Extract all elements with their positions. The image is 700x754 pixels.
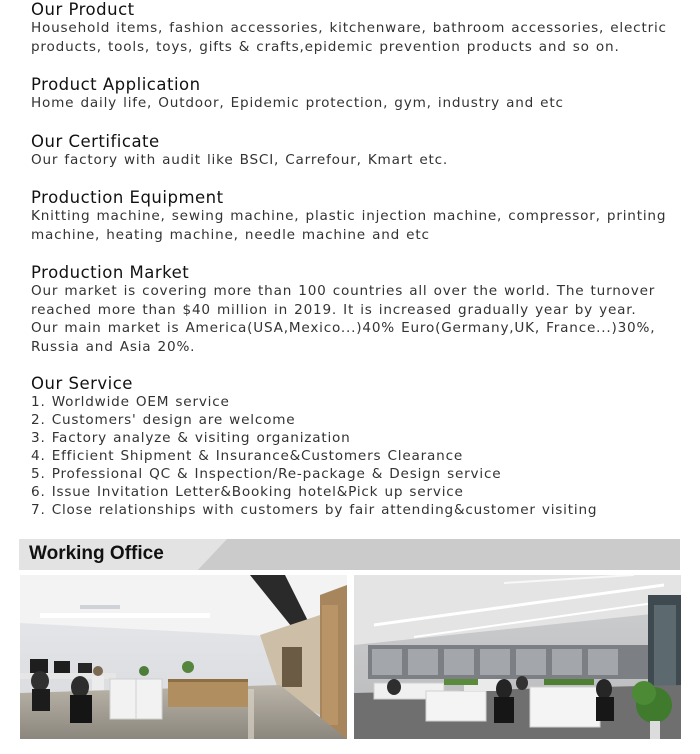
working-office-banner	[19, 539, 680, 570]
section-product-application	[31, 76, 681, 113]
list-item: 3. Factory analyze & visiting organization	[31, 430, 351, 446]
section-text-line: machine, heating machine, needle machine and etc	[31, 226, 430, 243]
list-item: 5. Professional QC & Inspection/Re-package & Design service	[31, 466, 502, 482]
office-photo-right	[354, 575, 681, 739]
section-text-line: Russia and Asia 20%.	[31, 338, 196, 355]
section-text-line: Our factory with audit like BSCI, Carrefour, Kmart etc.	[31, 152, 449, 168]
section-heading: Production Equipment	[31, 188, 224, 207]
section-text-line: Knitting machine, sewing machine, plastic injection machine, compressor, printing	[31, 208, 667, 224]
working-office-title: Working Office	[29, 543, 164, 564]
section-text-line: Our main market is America(USA,Mexico...)40% Euro(Germany,UK, France...)30%,	[31, 320, 656, 336]
section-text-line: Household items, fashion accessories, kitchenware, bathroom accessories, electric	[31, 20, 667, 36]
section-heading: Our Certificate	[31, 132, 160, 151]
list-item: 2. Customers' design are welcome	[31, 412, 296, 428]
section-heading: Product Application	[31, 75, 201, 94]
section-production-equipment	[31, 189, 681, 244]
section-production-market	[31, 264, 681, 356]
section-text-line: products, tools, toys, gifts & crafts,epidemic prevention products and so on.	[31, 38, 620, 55]
section-our-service	[31, 375, 681, 519]
list-item: 6. Issue Invitation Letter&Booking hotel&Pick up service	[31, 484, 464, 500]
section-text-line: reached more than $40 million in 2019. It is increased gradually year by year.	[31, 301, 637, 318]
office-photo-left	[20, 575, 347, 739]
section-heading: Our Product	[31, 0, 135, 19]
section-heading: Our Service	[31, 374, 133, 393]
list-item: 4. Efficient Shipment & Insurance&Customers Clearance	[31, 448, 464, 464]
section-our-certificate	[31, 133, 681, 170]
section-our-product	[31, 1, 681, 56]
section-text-line: Home daily life, Outdoor, Epidemic protection, gym, industry and etc	[31, 95, 564, 111]
list-item: 7. Close relationships with customers by fair attending&customer visiting	[31, 502, 598, 518]
banner-stripe-dark	[187, 539, 680, 570]
section-text-line: Our market is covering more than 100 countries all over the world. The turnover	[31, 283, 656, 299]
section-heading: Production Market	[31, 263, 190, 282]
list-item: 1. Worldwide OEM service	[31, 394, 230, 410]
